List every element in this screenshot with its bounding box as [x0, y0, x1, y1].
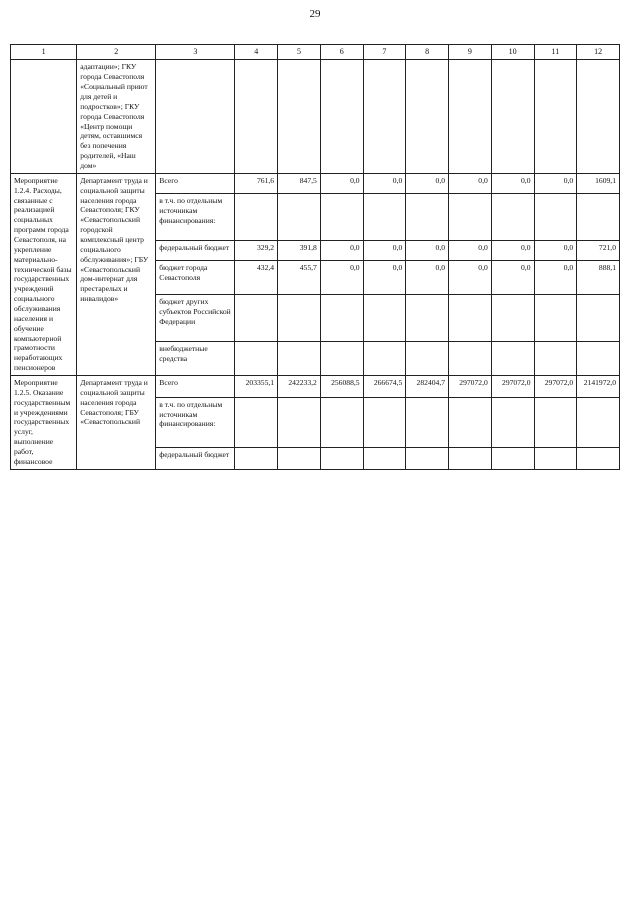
value-cell: 0,0: [449, 261, 492, 295]
value-cell: 0,0: [449, 173, 492, 193]
value-cell: [363, 295, 406, 342]
value-cell: [406, 448, 449, 470]
value-cell: 847,5: [278, 173, 321, 193]
col-header: 8: [406, 45, 449, 60]
value-cell: [491, 397, 534, 447]
value-cell: 266674,5: [363, 376, 406, 398]
value-cell: 0,0: [363, 261, 406, 295]
value-cell: [534, 194, 577, 241]
source-cell: Всего: [156, 376, 235, 398]
value-cell: [449, 194, 492, 241]
source-cell: Всего: [156, 173, 235, 193]
value-cell: [320, 397, 363, 447]
value-cell: 242233,2: [278, 376, 321, 398]
source-cell: федеральный бюджет: [156, 448, 235, 470]
table-row: [11, 173, 620, 193]
value-cell: 297072,0: [534, 376, 577, 398]
value-cell: 0,0: [449, 241, 492, 261]
value-cell: [363, 397, 406, 447]
value-cell: 0,0: [406, 241, 449, 261]
value-cell: 203355,1: [235, 376, 278, 398]
page-number: 29: [309, 8, 321, 20]
value-cell: 0,0: [406, 261, 449, 295]
value-cell: 0,0: [363, 173, 406, 193]
col-header: 6: [320, 45, 363, 60]
value-cell: [491, 295, 534, 342]
value-cell: [235, 295, 278, 342]
value-cell: [320, 448, 363, 470]
executor-cell: Департамент труда и социальной защиты населения города Севастополя; ГБУ «Севастопольский: [77, 376, 156, 470]
value-cell: [278, 194, 321, 241]
value-cell: 329,2: [235, 241, 278, 261]
col-header: 11: [534, 45, 577, 60]
value-cell: [491, 448, 534, 470]
value-cell: 455,7: [278, 261, 321, 295]
value-cell: 0,0: [320, 241, 363, 261]
value-cell: 297072,0: [449, 376, 492, 398]
value-cell: [278, 448, 321, 470]
col-header: 1: [11, 45, 77, 60]
col-header: 3: [156, 45, 235, 60]
value-cell: [406, 194, 449, 241]
measure-name-cell: Мероприятие 1.2.4. Расходы, связанные с реализацией социальных программ города Севастополя, на укрепление материально-технической базы государственных учреждений социального обслуживания населения и обучение компьютерной грамотности неработающих пенсионеров: [11, 173, 77, 375]
source-cell: федеральный бюджет: [156, 241, 235, 261]
value-cell: [577, 194, 620, 241]
col-header: 5: [278, 45, 321, 60]
value-cell: [534, 342, 577, 376]
value-cell: [235, 448, 278, 470]
value-cell: [363, 448, 406, 470]
value-cell: [534, 397, 577, 447]
value-cell: [363, 194, 406, 241]
value-cell: [491, 194, 534, 241]
value-cell: [235, 194, 278, 241]
value-cell: [320, 342, 363, 376]
col-header: 12: [577, 45, 620, 60]
value-cell: [449, 397, 492, 447]
value-cell: 0,0: [491, 261, 534, 295]
source-cell: внебюджетные средства: [156, 342, 235, 376]
value-cell: 1609,1: [577, 173, 620, 193]
value-cell: [406, 295, 449, 342]
value-cell: [320, 295, 363, 342]
program-table: [10, 44, 620, 470]
table-row: [11, 376, 620, 398]
col-header: 2: [77, 45, 156, 60]
value-cell: [320, 194, 363, 241]
value-cell: [278, 397, 321, 447]
value-cell: [235, 342, 278, 376]
value-cell: 888,1: [577, 261, 620, 295]
value-cell: [449, 342, 492, 376]
col-header: 9: [449, 45, 492, 60]
value-cell: 761,6: [235, 173, 278, 193]
value-cell: [449, 295, 492, 342]
continuation-row: [11, 60, 620, 173]
value-cell: 2141972,0: [577, 376, 620, 398]
value-cell: [577, 397, 620, 447]
value-cell: 0,0: [491, 241, 534, 261]
value-cell: [235, 397, 278, 447]
value-cell: [278, 295, 321, 342]
value-cell: 0,0: [534, 173, 577, 193]
value-cell: [406, 342, 449, 376]
executor-cell: адаптации»; ГКУ города Севастополя «Социальный приют для детей и подростков»; ГКУ города Севастополя «Центр помощи детям, оставшимся без попечения родителей, «Наш дом»: [77, 60, 156, 173]
value-cell: [491, 342, 534, 376]
col-header: 10: [491, 45, 534, 60]
value-cell: [406, 397, 449, 447]
source-cell: бюджет других субъектов Российской Федерации: [156, 295, 235, 342]
col-header: 7: [363, 45, 406, 60]
value-cell: [577, 295, 620, 342]
value-cell: 297072,0: [491, 376, 534, 398]
value-cell: 432,4: [235, 261, 278, 295]
header-row: [11, 45, 620, 60]
value-cell: 0,0: [320, 173, 363, 193]
program-table-wrap: [10, 44, 620, 884]
value-cell: 0,0: [406, 173, 449, 193]
value-cell: 282404,7: [406, 376, 449, 398]
col-header: 4: [235, 45, 278, 60]
value-cell: 721,0: [577, 241, 620, 261]
value-cell: [534, 295, 577, 342]
source-cell: в т.ч. по отдельным источникам финансирования:: [156, 194, 235, 241]
value-cell: [577, 448, 620, 470]
measure-name-cell: Мероприятие 1.2.5. Оказание государственными учреждениями государственных услуг, выполнение работ, финансовое: [11, 376, 77, 470]
source-cell: в т.ч. по отдельным источникам финансирования:: [156, 397, 235, 447]
value-cell: 0,0: [363, 241, 406, 261]
value-cell: 0,0: [534, 261, 577, 295]
value-cell: [278, 342, 321, 376]
value-cell: 0,0: [491, 173, 534, 193]
value-cell: 391,8: [278, 241, 321, 261]
value-cell: 0,0: [320, 261, 363, 295]
source-cell: бюджет города Севастополя: [156, 261, 235, 295]
value-cell: 256088,5: [320, 376, 363, 398]
value-cell: [534, 448, 577, 470]
value-cell: 0,0: [534, 241, 577, 261]
executor-cell: Департамент труда и социальной защиты населения города Севастополя; ГКУ «Севастопольский городской комплексный центр социального обслуживания»; ГБУ «Севастопольский дом-интернат для престарелых и инвалидов»: [77, 173, 156, 375]
value-cell: [577, 342, 620, 376]
value-cell: [449, 448, 492, 470]
value-cell: [363, 342, 406, 376]
